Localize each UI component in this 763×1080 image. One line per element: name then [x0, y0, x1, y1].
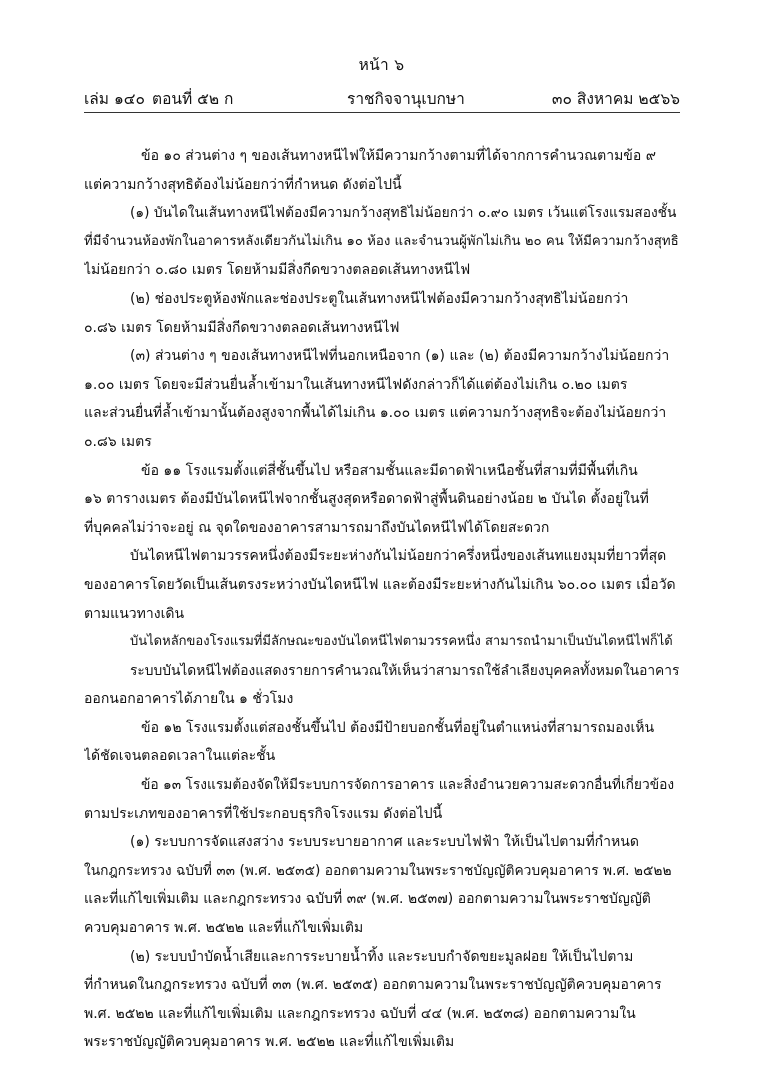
- text-line: ตามแนวทางเดิน: [84, 605, 185, 622]
- text-line: (๒) ระบบบำบัดน้ำเสียและการระบายน้ำทิ้ง และระบบกำจัดขยะมูลฝอย ให้เป็นไปตาม: [130, 948, 634, 965]
- header-divider: [84, 112, 680, 113]
- gazette-name: ราชกิจจานุเบกษา: [347, 90, 465, 108]
- text-line: ข้อ ๑๐ ส่วนต่าง ๆ ของเส้นทางหนีไฟให้มีความกว้างตามที่ได้จากการคำนวณตามข้อ ๙: [141, 148, 656, 164]
- text-line: ไม่น้อยกว่า ๐.๘๐ เมตร โดยห้ามมีสิ่งกีดขวางตลอดเส้นทางหนีไฟ: [84, 262, 471, 279]
- document-body: [84, 142, 680, 1057]
- text-line: แต่ความกว้างสุทธิต้องไม่น้อยกว่าที่กำหนด ดังต่อไปนี้: [84, 176, 402, 193]
- text-line: และที่แก้ไขเพิ่มเติม และกฎกระทรวง ฉบับที่ ๓๙ (พ.ศ. ๒๕๓๗) ออกตามความในพระราชบัญญัติ: [84, 891, 651, 908]
- text-line: บันไดหนีไฟตามวรรคหนึ่งต้องมีระยะห่างกันไม่น้อยกว่าครึ่งหนึ่งของเส้นทแยงมุมที่ยาวที่สุด: [130, 548, 667, 565]
- text-line: ในกฎกระทรวง ฉบับที่ ๓๓ (พ.ศ. ๒๕๓๕) ออกตามความในพระราชบัญญัติควบคุมอาคาร พ.ศ. ๒๕๒๒: [84, 862, 672, 879]
- issue-label: ตอนที่ ๕๒ ก: [152, 90, 234, 108]
- text-line: ที่บุคคลไม่ว่าจะอยู่ ณ จุดใดของอาคารสามารถมาถึงบันไดหนีไฟได้โดยสะดวก: [84, 519, 550, 536]
- text-line: (๓) ส่วนต่าง ๆ ของเส้นทางหนีไฟที่นอกเหนือจาก (๑) และ (๒) ต้องมีความกว้างไม่น้อยกว่า: [130, 348, 670, 365]
- text-line: ๑๖ ตารางเมตร ต้องมีบันไดหนีไฟจากชั้นสูงสุดหรือดาดฟ้าสู่พื้นดินอย่างน้อย ๒ บันได ตั้งอยู่ในที่: [84, 491, 649, 508]
- text-line: และส่วนยื่นที่ล้ำเข้ามานั้นต้องสูงจากพื้นได้ไม่เกิน ๑.๐๐ เมตร แต่ความกว้างสุทธิจะต้องไม่น้อยกว่า: [84, 405, 667, 422]
- text-line: ข้อ ๑๑ โรงแรมตั้งแต่สี่ชั้นขึ้นไป หรือสามชั้นและมีดาดฟ้าเหนือชั้นที่สามที่มีพื้นที่เกิน: [141, 462, 638, 479]
- text-line: ๐.๘๖ เมตร: [84, 433, 152, 450]
- gazette-header: [84, 86, 680, 112]
- text-line: ๑.๐๐ เมตร โดยจะมีส่วนยื่นล้ำเข้ามาในเส้นทางหนีไฟดังกล่าวก็ได้แต่ต้องไม่เกิน ๐.๒๐ เมตร: [84, 376, 628, 393]
- publication-date: ๓๐ สิงหาคม ๒๕๖๖: [551, 90, 680, 108]
- text-line: ที่กำหนดในกฎกระทรวง ฉบับที่ ๓๓ (พ.ศ. ๒๕๓๕) ออกตามความในพระราชบัญญัติควบคุมอาคาร: [84, 977, 662, 994]
- text-line: ข้อ ๑๓ โรงแรมต้องจัดให้มีระบบการจัดการอาคาร และสิ่งอำนวยความสะดวกอื่นที่เกี่ยวข้อง: [141, 777, 675, 794]
- text-line: ตามประเภทของอาคารที่ใช้ประกอบธุรกิจโรงแรม ดังต่อไปนี้: [84, 805, 443, 822]
- text-line: ข้อ ๑๒ โรงแรมตั้งแต่สองชั้นขึ้นไป ต้องมีป้ายบอกชั้นที่อยู่ในตำแหน่งที่สามารถมองเห็น: [141, 719, 655, 736]
- text-line: ออกนอกอาคารได้ภายใน ๑ ชั่วโมง: [84, 691, 294, 708]
- text-line: บันไดหลักของโรงแรมที่มีลักษณะของบันไดหนีไฟตามวรรคหนึ่ง สามารถนำมาเป็นบันไดหนีไฟก็ได้: [130, 634, 673, 650]
- text-line: ๐.๘๖ เมตร โดยห้ามมีสิ่งกีดขวางตลอดเส้นทางหนีไฟ: [84, 319, 400, 336]
- text-line: (๑) บันไดในเส้นทางหนีไฟต้องมีความกว้างสุทธิไม่น้อยกว่า ๐.๙๐ เมตร เว้นแต่โรงแรมสองชั้น: [130, 205, 677, 222]
- text-line: (๒) ช่องประตูห้องพักและช่องประตูในเส้นทางหนีไฟต้องมีความกว้างสุทธิไม่น้อยกว่า: [130, 290, 629, 307]
- text-line: พระราชบัญญัติควบคุมอาคาร พ.ศ. ๒๕๒๒ และที่แก้ไขเพิ่มเติม: [84, 1034, 455, 1051]
- text-line: ระบบบันไดหนีไฟต้องแสดงรายการคำนวณให้เห็นว่าสามารถใช้ลำเลียงบุคคลทั้งหมดในอาคาร: [130, 662, 680, 679]
- text-line: ได้ชัดเจนตลอดเวลาในแต่ละชั้น: [84, 748, 276, 765]
- text-line: ที่มีจำนวนห้องพักในอาคารหลังเดียวกันไม่เกิน ๑๐ ห้อง และจำนวนผู้พักไม่เกิน ๒๐ คน ให้มีความกว้างสุทธิ: [84, 233, 679, 249]
- text-line: พ.ศ. ๒๕๒๒ และที่แก้ไขเพิ่มเติม และกฎกระทรวง ฉบับที่ ๔๔ (พ.ศ. ๒๕๓๘) ออกตามความใน: [84, 1005, 636, 1022]
- volume-label: เล่ม ๑๔๐: [84, 90, 145, 108]
- text-line: ควบคุมอาคาร พ.ศ. ๒๕๒๒ และที่แก้ไขเพิ่มเติม: [84, 920, 364, 937]
- text-line: (๑) ระบบการจัดแสงสว่าง ระบบระบายอากาศ และระบบไฟฟ้า ให้เป็นไปตามที่กำหนด: [130, 834, 639, 851]
- text-line: ของอาคารโดยวัดเป็นเส้นตรงระหว่างบันไดหนีไฟ และต้องมีระยะห่างกันไม่เกิน ๖๐.๐๐ เมตร เมื่อวัด: [84, 576, 676, 593]
- page-number: หน้า ๖: [358, 56, 405, 74]
